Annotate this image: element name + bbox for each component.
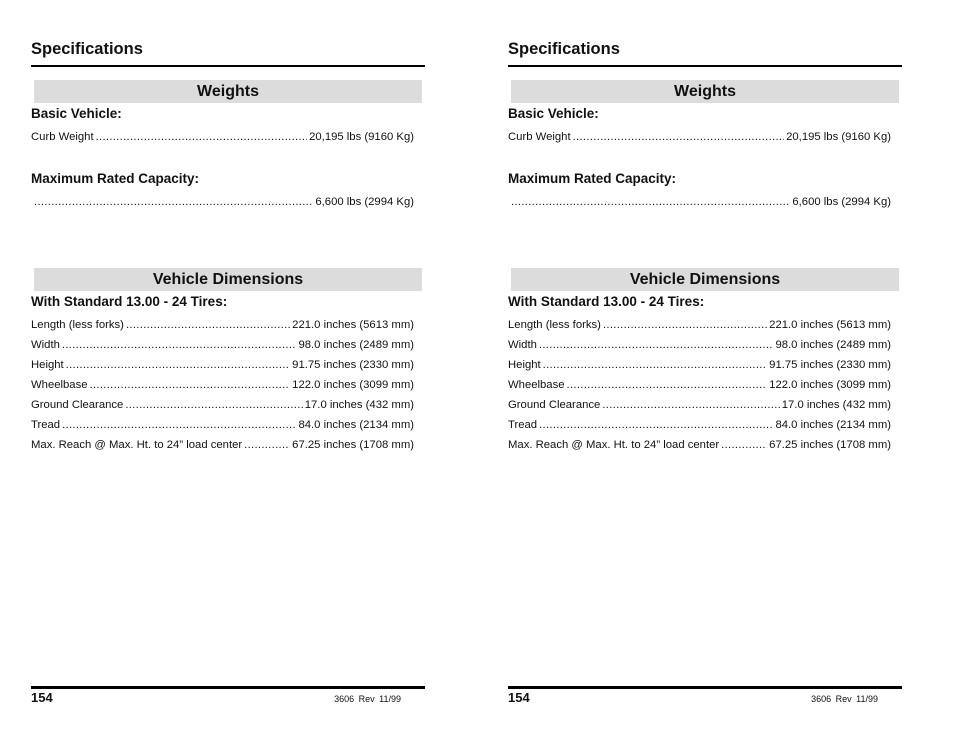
curb-weight-row [508, 130, 891, 144]
footer-rule [31, 686, 425, 689]
dimension-row-wheelbase [508, 378, 891, 392]
spec-value: 17.0 inches (432 mm) [781, 399, 891, 411]
weights-heading: Weights [511, 80, 899, 103]
spec-value: 91.75 inches (2330 mm) [292, 359, 414, 371]
header-rule [508, 65, 902, 67]
left-page [31, 0, 425, 738]
spec-value: 67.25 inches (1708 mm) [769, 439, 891, 451]
right-page [508, 0, 902, 738]
dimension-row-height [508, 358, 891, 372]
spec-value: 6,600 lbs (2994 Kg) [792, 196, 891, 208]
dimensions-heading: Vehicle Dimensions [511, 268, 899, 291]
spec-label: Wheelbase [508, 379, 565, 391]
leader-dots [62, 418, 296, 432]
spec-value: 6,600 lbs (2994 Kg) [315, 196, 414, 208]
spec-value: 20,195 lbs (9160 Kg) [309, 131, 414, 143]
leader-dots [96, 130, 308, 144]
leader-dots [539, 418, 773, 432]
spec-label: Max. Reach @ Max. Ht. to 24” load center [508, 439, 720, 451]
dimension-row-tread [31, 418, 414, 432]
leader-dots [721, 438, 767, 452]
dimension-row-width [508, 338, 891, 352]
spec-value: 122.0 inches (3099 mm) [769, 379, 891, 391]
dimension-row-max-reach [508, 438, 891, 452]
basic-vehicle-label: Basic Vehicle: [508, 106, 599, 121]
spec-label: Curb Weight [31, 131, 94, 143]
spec-label: Ground Clearance [31, 399, 124, 411]
dimension-row-ground-clearance [508, 398, 891, 412]
spec-label: Wheelbase [31, 379, 88, 391]
dimension-row-max-reach [31, 438, 414, 452]
spec-label: Width [508, 339, 537, 351]
spec-value: 91.75 inches (2330 mm) [769, 359, 891, 371]
spec-value: 84.0 inches (2134 mm) [298, 419, 414, 431]
header-rule [31, 65, 425, 67]
tires-label: With Standard 13.00 - 24 Tires: [31, 294, 228, 309]
dimensions-heading: Vehicle Dimensions [34, 268, 422, 291]
spec-value: 98.0 inches (2489 mm) [775, 339, 891, 351]
dimension-row-width [31, 338, 414, 352]
spec-value: 17.0 inches (432 mm) [304, 399, 414, 411]
leader-dots [567, 378, 768, 392]
spec-label: Height [508, 359, 541, 371]
dimension-row-tread [508, 418, 891, 432]
leader-dots [66, 358, 291, 372]
leader-dots [90, 378, 291, 392]
spec-label: Width [31, 339, 60, 351]
capacity-label: Maximum Rated Capacity: [31, 171, 200, 186]
leader-dots [34, 195, 313, 209]
revision-label: 3606 Rev 11/99 [811, 694, 878, 704]
spec-value: 67.25 inches (1708 mm) [292, 439, 414, 451]
dimension-row-length [31, 318, 414, 332]
page-number: 154 [508, 690, 530, 705]
spec-value: 98.0 inches (2489 mm) [298, 339, 414, 351]
leader-dots [603, 318, 767, 332]
leader-dots [62, 338, 297, 352]
revision-label: 3606 Rev 11/99 [334, 694, 401, 704]
capacity-label: Maximum Rated Capacity: [508, 171, 677, 186]
curb-weight-row [31, 130, 414, 144]
spec-label: Tread [31, 419, 61, 431]
section-title: Specifications [508, 40, 620, 58]
spec-label: Ground Clearance [508, 399, 601, 411]
dimension-row-length [508, 318, 891, 332]
footer-rule [508, 686, 902, 689]
spec-label: Height [31, 359, 64, 371]
leader-dots [543, 358, 768, 372]
tires-label: With Standard 13.00 - 24 Tires: [508, 294, 705, 309]
capacity-row [511, 195, 891, 209]
page-number: 154 [31, 690, 53, 705]
spec-label: Length (less forks) [508, 319, 601, 331]
spec-value: 122.0 inches (3099 mm) [292, 379, 414, 391]
dimension-row-height [31, 358, 414, 372]
leader-dots [573, 130, 785, 144]
spec-label: Length (less forks) [31, 319, 124, 331]
section-title: Specifications [31, 40, 143, 58]
spec-label: Max. Reach @ Max. Ht. to 24” load center [31, 439, 243, 451]
spec-value: 20,195 lbs (9160 Kg) [786, 131, 891, 143]
leader-dots [539, 338, 774, 352]
spec-label: Curb Weight [508, 131, 571, 143]
leader-dots [602, 398, 779, 412]
leader-dots [125, 398, 302, 412]
leader-dots [126, 318, 290, 332]
capacity-row [34, 195, 414, 209]
basic-vehicle-label: Basic Vehicle: [31, 106, 122, 121]
weights-heading: Weights [34, 80, 422, 103]
leader-dots [244, 438, 290, 452]
dimension-row-ground-clearance [31, 398, 414, 412]
spec-label: Tread [508, 419, 538, 431]
spec-value: 221.0 inches (5613 mm) [769, 319, 891, 331]
spec-value: 221.0 inches (5613 mm) [292, 319, 414, 331]
leader-dots [511, 195, 790, 209]
dimension-row-wheelbase [31, 378, 414, 392]
spec-value: 84.0 inches (2134 mm) [775, 419, 891, 431]
